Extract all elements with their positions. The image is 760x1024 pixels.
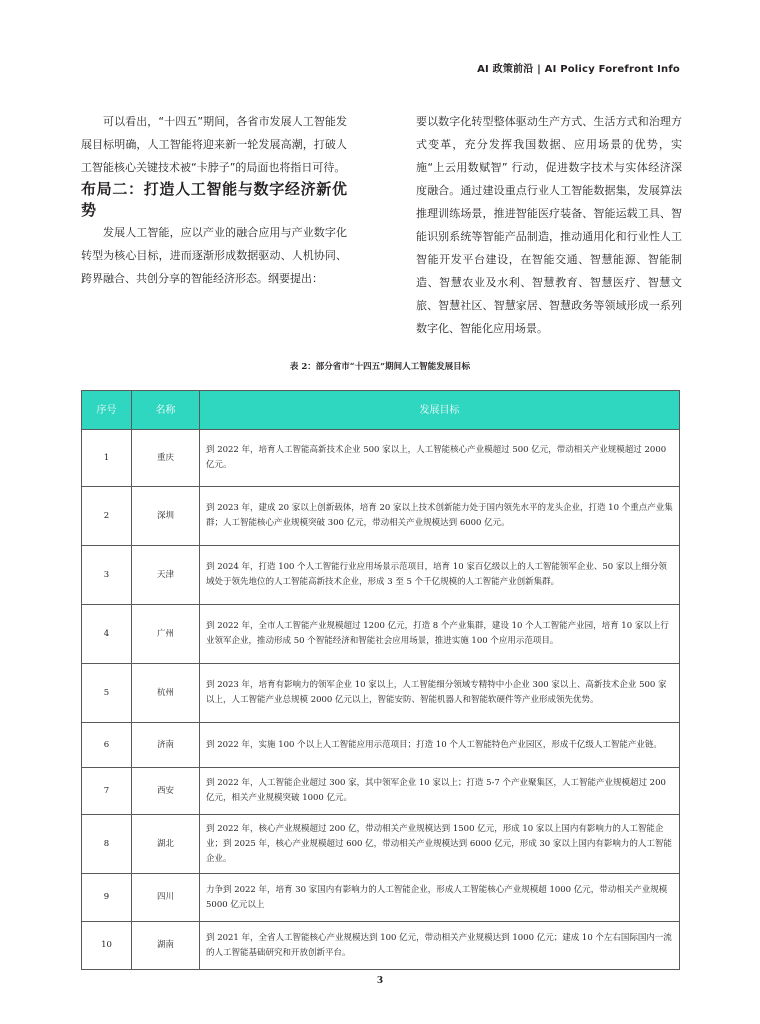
table-row [82, 546, 680, 605]
right-column [416, 110, 682, 340]
row-no: 1 [82, 430, 132, 487]
goals-table [81, 390, 680, 970]
section-title: 布局二：打造人工智能与数字经济新优势 [81, 180, 347, 219]
paragraph: 要以数字化转型整体驱动生产方式、生活方式和治理方式变革，充分发挥我国数据、应用场景的优势，实施“上云用数赋智” 行动，促进数字技术与实体经济深度融合。通过建设重点行业人工智能数据集，发展算法推理训练场景，推进智能医疗装备、智能运载工具、智能识别系统等智能产品制造，推动通用化和行业性人工智能开发平台建设，在智能交通、智慧能源、智能制造、智慧农业及水利、智慧教育、智慧医疗、智慧文旅、智慧社区、智慧家居、智慧政务等领域形成一系列数字化、智能化应用场景。 [416, 115, 682, 335]
table-caption: 表 2：部分省市“十四五”期间人工智能发展目标 [289, 362, 471, 372]
row-name: 天津 [132, 546, 200, 605]
row-no: 3 [82, 546, 132, 605]
row-name: 杭州 [132, 664, 200, 723]
row-name: 西安 [132, 768, 200, 815]
row-name: 重庆 [132, 430, 200, 487]
paragraph: 可以看出，“十四五”期间，各省市发展人工智能发展目标明确，人工智能将迎来新一轮发展高潮，打破人工智能核心关键技术被“卡脖子”的局面也将指日可待。 [81, 115, 347, 174]
row-goal: 到 2023 年，培育有影响力的领军企业 10 家以上，人工智能细分领域专精特中小企业 300 家以上、高新技术企业 500 家以上，人工智能产业总规模 2000 亿元以上，智能安防、智能机器人和智能软硬件等产业形成领先优势。 [200, 664, 680, 723]
row-no: 9 [82, 874, 132, 922]
table-row [82, 605, 680, 664]
header-name: 名称 [132, 391, 200, 430]
row-name: 湖南 [132, 922, 200, 970]
row-name: 广州 [132, 605, 200, 664]
row-no: 4 [82, 605, 132, 664]
row-no: 7 [82, 768, 132, 815]
row-no: 10 [82, 922, 132, 970]
row-goal: 力争到 2022 年，培育 30 家国内有影响力的人工智能企业，形成人工智能核心产业规模超 1000 亿元，带动相关产业规模 5000 亿元以上 [200, 874, 680, 922]
row-goal: 到 2022 年，培育人工智能高新技术企业 500 家以上，人工智能核心产业模超过 500 亿元，带动相关产业规模超过 2000 亿元。 [200, 430, 680, 487]
page-number: 3 [376, 976, 384, 986]
row-goal: 到 2022 年，全市人工智能产业规模超过 1200 亿元，打造 8 个产业集群，建设 10 个人工智能产业园，培育 10 家以上行业领军企业，推动形成 50 个智能经济和智能社会应用场景，推进实施 100 个应用示范项目。 [200, 605, 680, 664]
table-row [82, 723, 680, 768]
table-row [82, 430, 680, 487]
row-goal: 到 2022 年，实施 100 个以上人工智能应用示范项目；打造 10 个人工智能特色产业园区，形成千亿级人工智能产业链。 [200, 723, 680, 768]
header-goal: 发展目标 [200, 391, 680, 430]
row-name: 济南 [132, 723, 200, 768]
row-name: 湖北 [132, 815, 200, 874]
table-header-row [82, 391, 680, 430]
row-no: 8 [82, 815, 132, 874]
row-goal: 到 2021 年，全省人工智能核心产业规模达到 100 亿元，带动相关产业规模达到 1000 亿元；建成 10 个左右国际国内一流的人工智能基础研究和开放创新平台。 [200, 922, 680, 970]
table-row [82, 874, 680, 922]
row-name: 深圳 [132, 487, 200, 546]
row-goal: 到 2022 年，人工智能企业超过 300 家，其中领军企业 10 家以上；打造 5-7 个产业聚集区，人工智能产业规模超过 200 亿元，相关产业规模突破 1000 亿元。 [200, 768, 680, 815]
paragraph: 发展人工智能，应以产业的融合应用与产业数字化转型为核心目标，进而逐渐形成数据驱动、人机协同、跨界融合、共创分享的智能经济形态。纲要提出： [81, 226, 347, 285]
row-goal: 到 2022 年，核心产业规模超过 200 亿，带动相关产业规模达到 1500 亿元，形成 10 家以上国内有影响力的人工智能企业；到 2025 年，核心产业规模超过 600 亿，带动相关产业规模达到 6000 亿元，形成 30 家以上国内有影响力的人工智能企业。 [200, 815, 680, 874]
row-goal: 到 2023 年，建成 20 家以上创新载体，培育 20 家以上技术创新能力处于国内领先水平的龙头企业，打造 10 个重点产业集群；人工智能核心产业规模突破 300 亿元，带动相关产业规模达到 6000 亿元。 [200, 487, 680, 546]
table-row [82, 922, 680, 970]
row-name: 四川 [132, 874, 200, 922]
left-column [81, 110, 347, 290]
row-no: 2 [82, 487, 132, 546]
row-no: 6 [82, 723, 132, 768]
page-header: AI 政策前沿 | AI Policy Forefront Info [477, 64, 680, 75]
row-goal: 到 2024 年，打造 100 个人工智能行业应用场景示范项目，培育 10 家百亿级以上的人工智能领军企业、50 家以上细分领域处于领先地位的人工智能高新技术企业，形成 3 至 5 个千亿规模的人工智能产业创新集群。 [200, 546, 680, 605]
table-row [82, 768, 680, 815]
table-row [82, 487, 680, 546]
table-row [82, 664, 680, 723]
header-no: 序号 [82, 391, 132, 430]
table-row [82, 815, 680, 874]
row-no: 5 [82, 664, 132, 723]
